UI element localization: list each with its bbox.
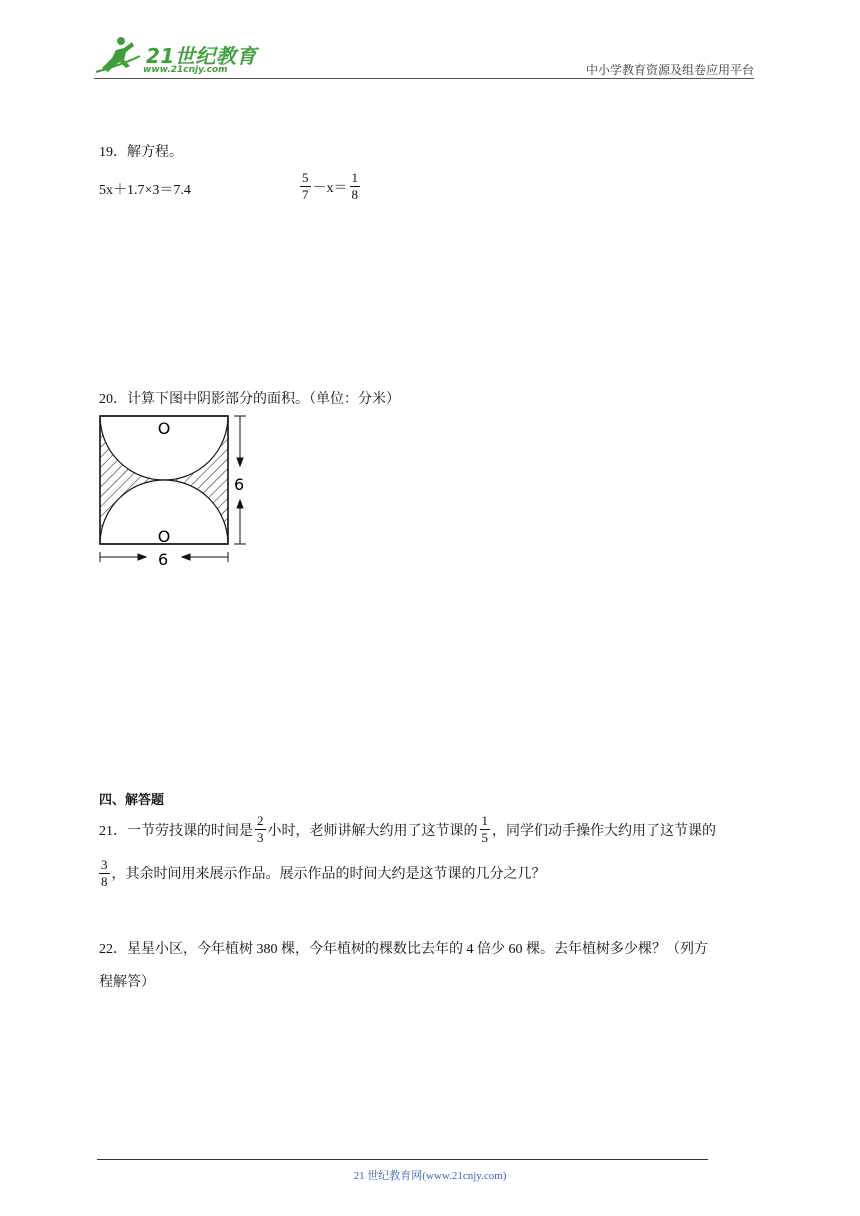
q22-line-2: 程解答） <box>99 975 155 990</box>
header-divider <box>94 78 754 79</box>
bottom-center-label: O <box>157 527 171 546</box>
fraction: $\frac{5}{7}$ <box>302 170 309 203</box>
width-label: 6 <box>158 550 169 569</box>
top-center-label: O <box>157 419 171 438</box>
q20-title: 20．计算下图中阴影部分的面积。（单位：分米） <box>99 392 400 407</box>
shaded-area-figure <box>96 412 256 572</box>
footer-divider <box>97 1159 708 1160</box>
runner-icon <box>96 37 140 72</box>
fraction: $\frac{1}{8}$ <box>351 170 358 203</box>
q21-line-2: $\frac{3}{8}$ ，其余时间用来展示作品。展示作品的时间大约是这节课的几分之几？ <box>101 856 546 889</box>
q21-text <box>99 813 769 890</box>
q19-equation-2: $\frac{5}{7}$ －x＝ $\frac{1}{8}$ <box>302 170 358 203</box>
fraction: $\frac{1}{5}$ <box>481 813 488 846</box>
height-label: 6 <box>234 475 245 494</box>
section-title: 四、解答题 <box>99 793 165 808</box>
logo-text: 21世纪教育 <box>146 44 257 68</box>
fraction: $\frac{3}{8}$ <box>101 856 108 889</box>
header-platform-text: 中小学教育资源及组卷应用平台 <box>585 63 754 77</box>
q19-equation-1: 5x＋1.7×3＝7.4 <box>99 183 191 198</box>
q19-title: 19．解方程。 <box>99 145 183 160</box>
q21-line-1: 21．一节劳技课的时间是 $\frac{2}{3}$ 小时，老师讲解大约用了这节课的 $\frac{1}{5}$ ，同学们动手操作大约用了这节课的 <box>99 813 716 846</box>
logo-url: www.21cnjy.com <box>143 65 228 75</box>
q22-line-1: 22．星星小区，今年植树 380 棵，今年植树的棵数比去年的 4 倍少 60 棵。去年植树多少棵？（列方 <box>99 942 708 957</box>
footer-text: 21 世纪教育网(www.21cnjy.com) <box>353 1170 507 1182</box>
fraction: $\frac{2}{3}$ <box>257 813 264 846</box>
